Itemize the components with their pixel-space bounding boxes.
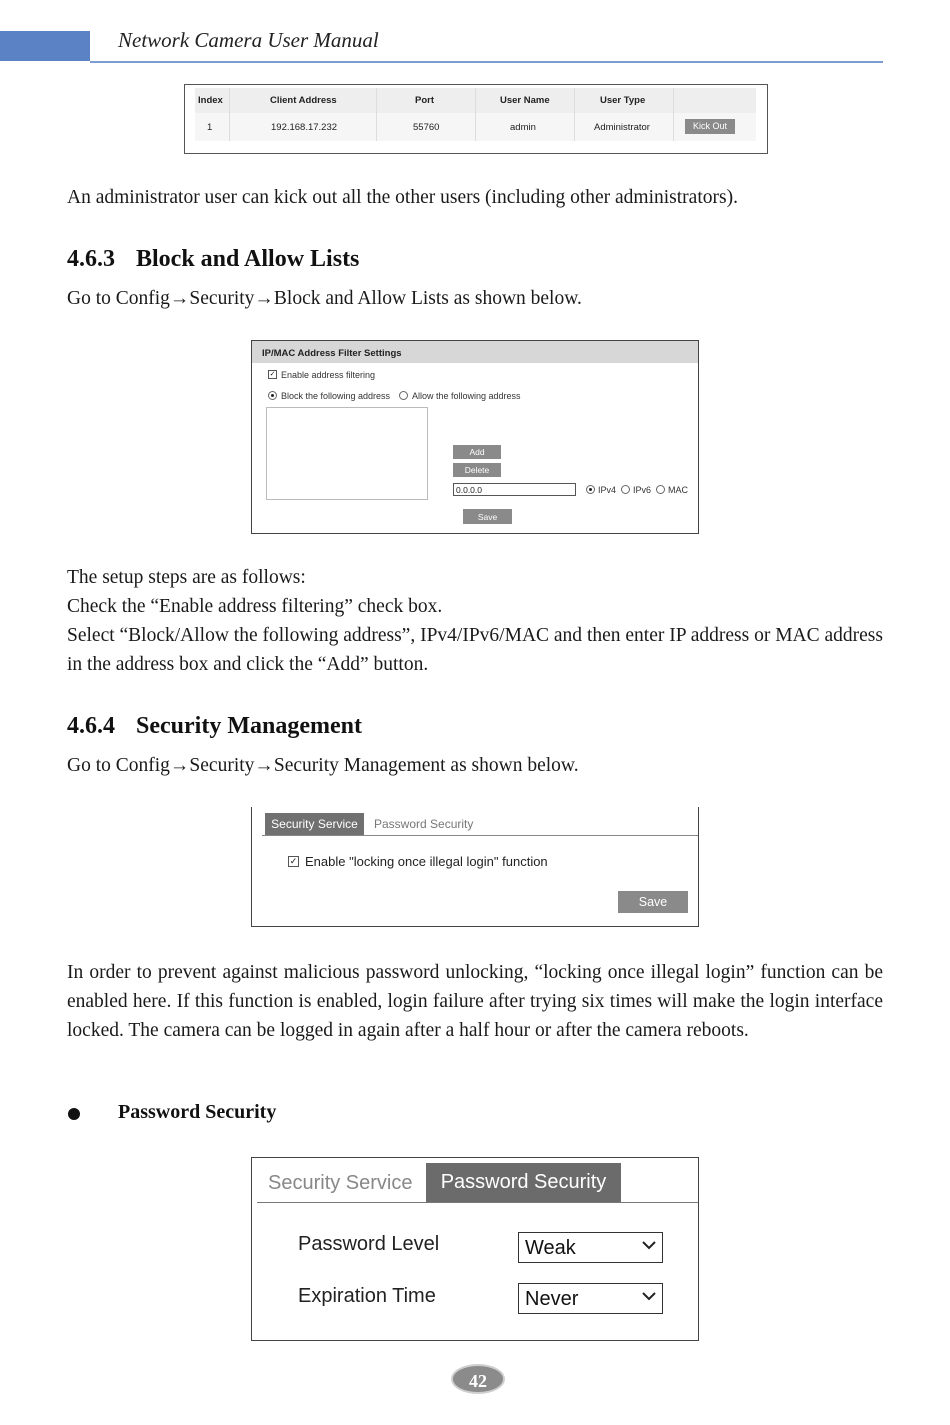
address-input[interactable]: 0.0.0.0 <box>453 483 576 496</box>
arrow-icon: → <box>254 288 274 309</box>
section-title: Security Management <box>136 713 362 739</box>
online-users-screenshot <box>184 84 768 154</box>
password-level-select[interactable] <box>518 1232 663 1263</box>
step-select: Select “Block/Allow the following address”, IPv4/IPv6/MAC and then enter IP address or MAC address in the address box and click the “Add” button. <box>67 625 883 675</box>
expiration-time-value: Never <box>525 1288 579 1310</box>
lock-paragraph: In order to prevent against malicious password unlocking, “locking once illegal login” function can be enabled here. If this function is enabled, login failure after trying six times will make the login interface locked. The camera can be logged in again after a half hour or after the camera reboots. <box>67 962 883 1041</box>
block-address-label: Block the following address <box>281 391 391 401</box>
arrow-icon: → <box>169 755 190 776</box>
enable-filter-checkbox[interactable]: ✓ <box>269 371 276 378</box>
expiration-time-select[interactable] <box>518 1283 663 1314</box>
column-divider <box>229 88 230 141</box>
panel-title: IP/MAC Address Filter Settings <box>262 348 402 359</box>
cell-port: 55760 <box>413 122 440 133</box>
column-divider <box>574 88 575 141</box>
header-accent-bar <box>0 31 90 61</box>
section-number: 4.6.3 <box>67 246 115 272</box>
col-client-address: Client Address <box>270 95 337 106</box>
nav-security: Security <box>189 755 255 776</box>
nav-prefix: Go to Config <box>67 755 170 776</box>
mac-radio[interactable] <box>656 485 665 494</box>
section-title: Block and Allow Lists <box>136 246 360 272</box>
lock-login-label: Enable "locking once illegal login" function <box>305 854 548 869</box>
tab-divider <box>262 835 698 836</box>
section-number: 4.6.4 <box>67 713 115 739</box>
bullet-icon <box>68 1108 80 1120</box>
arrow-icon: → <box>254 755 274 776</box>
password-security-screenshot <box>251 1157 699 1341</box>
step-check: Check the “Enable address filtering” check box. <box>67 596 443 617</box>
nav-prefix: Go to Config <box>67 288 170 309</box>
security-service-screenshot <box>251 807 699 927</box>
ipv4-radio[interactable] <box>586 485 595 494</box>
nav-target: Block and Allow Lists as shown below. <box>273 288 582 309</box>
col-port: Port <box>415 95 434 106</box>
tab-divider <box>257 1202 698 1203</box>
manual-title: Network Camera User Manual <box>118 28 379 52</box>
mac-label: MAC <box>668 485 688 495</box>
nav-security: Security <box>189 288 255 309</box>
page-number: 42 <box>451 1364 505 1394</box>
chevron-down-icon <box>642 1237 656 1253</box>
tab-password-security[interactable]: Password Security <box>374 817 474 831</box>
ipv4-label: IPv4 <box>598 485 617 495</box>
cell-user-name: admin <box>510 122 536 133</box>
ipv6-radio[interactable] <box>621 485 630 494</box>
navigation-path-4-6-3 <box>67 284 883 313</box>
enable-filter-label: Enable address filtering <box>281 370 376 380</box>
cell-user-type: Administrator <box>594 122 650 133</box>
cell-client-address: 192.168.17.232 <box>271 122 338 133</box>
address-list-box[interactable] <box>266 407 428 500</box>
save-button[interactable]: Save <box>618 891 688 913</box>
nav-target: Security Management as shown below. <box>273 755 579 776</box>
column-divider <box>673 88 674 141</box>
col-user-name: User Name <box>500 95 550 106</box>
tab-security-service[interactable]: Security Service <box>265 813 364 835</box>
add-button[interactable]: Add <box>453 445 501 459</box>
steps-intro: The setup steps are as follows: <box>67 567 306 588</box>
tab-security-service[interactable]: Security Service <box>268 1172 413 1194</box>
col-index: Index <box>198 95 223 106</box>
col-user-type: User Type <box>600 95 646 106</box>
column-divider <box>475 88 476 141</box>
expiration-time-label: Expiration Time <box>298 1285 436 1307</box>
password-level-label: Password Level <box>298 1233 440 1255</box>
chevron-down-icon <box>642 1288 656 1304</box>
tab-password-security[interactable]: Password Security <box>426 1163 621 1202</box>
delete-button[interactable]: Delete <box>453 463 501 477</box>
setup-steps <box>67 563 883 679</box>
lock-login-checkbox[interactable]: ✓ <box>289 856 298 866</box>
allow-address-label: Allow the following address <box>412 391 521 401</box>
section-heading-4-6-4 <box>67 713 362 740</box>
navigation-path-4-6-4 <box>67 751 883 780</box>
allow-address-radio[interactable] <box>399 391 408 400</box>
arrow-icon: → <box>169 288 190 309</box>
block-address-radio[interactable] <box>268 391 277 400</box>
section-heading-4-6-3 <box>67 246 359 273</box>
header-rule <box>90 61 883 63</box>
bullet-heading: Password Security <box>118 1101 277 1123</box>
column-divider <box>376 88 377 141</box>
ipv6-label: IPv6 <box>633 485 652 495</box>
kick-out-button[interactable]: Kick Out <box>685 119 735 134</box>
address-filter-screenshot <box>251 340 699 534</box>
cell-index: 1 <box>207 122 213 133</box>
password-level-value: Weak <box>525 1237 576 1259</box>
save-button[interactable]: Save <box>463 509 512 524</box>
admin-paragraph: An administrator user can kick out all the other users (including other administrators). <box>67 187 738 208</box>
